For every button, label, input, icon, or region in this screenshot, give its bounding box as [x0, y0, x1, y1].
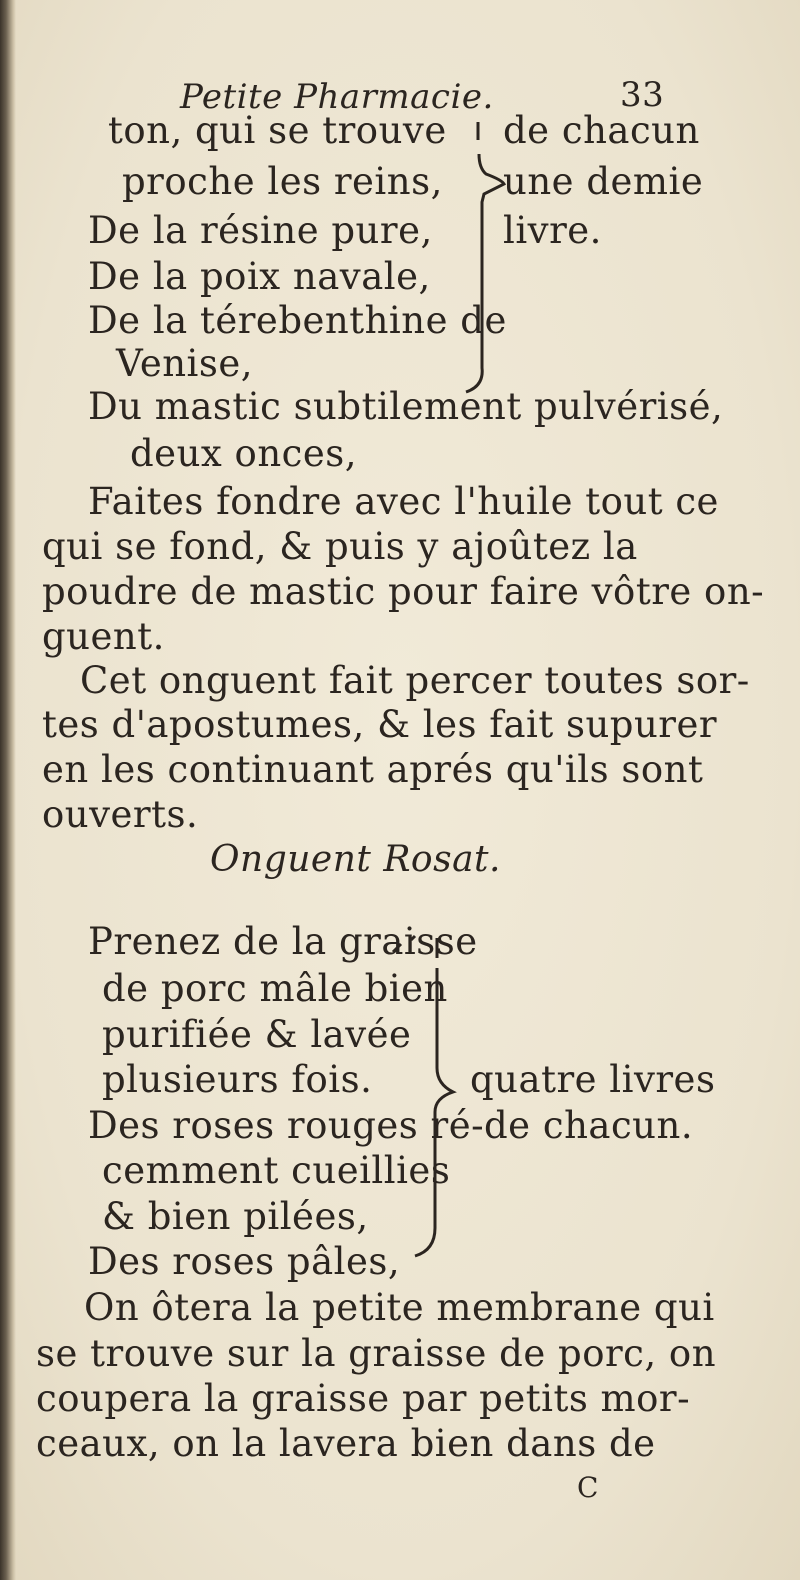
ingredient-line: De la térebenthine de — [88, 299, 507, 342]
quantity-line: une demie — [503, 160, 704, 203]
text-line: ouverts. — [42, 793, 199, 836]
text-line: ceaux, on la lavera bien dans de — [36, 1422, 656, 1465]
signature-mark: C — [577, 1471, 599, 1504]
ingredient-line: purifiée & lavée — [102, 1013, 412, 1056]
ingredient-line: Venise, — [116, 342, 254, 385]
ingredient-line: proche les reins, — [122, 160, 443, 203]
text-line: deux onces, — [130, 432, 358, 475]
ingredient-line: De la poix navale, — [88, 255, 431, 298]
text-line: qui se fond, & puis y ajoûtez la — [42, 525, 638, 568]
text-line: poudre de mastic pour faire vôtre on- — [42, 570, 765, 613]
text-line: guent. — [42, 615, 165, 658]
text-line: coupera la graisse par petits mor- — [36, 1377, 691, 1420]
quantity-line: quatre livres — [470, 1058, 716, 1101]
text-line: Du mastic subtilement pulvérisé, — [88, 385, 724, 428]
curly-brace-icon — [452, 110, 512, 400]
text-line: Faites fondre avec l'huile tout ce — [88, 480, 719, 523]
text-line: se trouve sur la graisse de porc, on — [36, 1332, 717, 1375]
text-line: en les continuant aprés qu'ils sont — [42, 748, 704, 791]
quantity-line: livre. — [503, 209, 602, 252]
ingredient-line: de porc mâle bien — [102, 967, 448, 1010]
ingredient-line: Des roses pâles, — [88, 1240, 401, 1283]
ingredient-line: & bien pilées, — [102, 1195, 369, 1238]
ingredient-line: Prenez de la graisse — [88, 920, 478, 963]
quantity-line: de chacun. — [484, 1104, 694, 1147]
ingredient-line: plusieurs fois. — [102, 1058, 373, 1101]
text-line: tes d'apostumes, & les fait supurer — [42, 703, 718, 746]
page-gutter-shadow — [0, 0, 16, 1580]
text-line: On ôtera la petite membrane qui — [84, 1286, 715, 1329]
ingredient-line: Des roses rouges ré- — [88, 1104, 485, 1147]
ingredient-line: cemment cueillies — [102, 1149, 451, 1192]
running-title: Petite Pharmacie. — [180, 77, 494, 117]
ingredient-line: ton, qui se trouve — [108, 109, 447, 152]
quantity-line: de chacun — [503, 109, 700, 152]
curly-brace-icon — [385, 918, 465, 1278]
ingredient-line: De la résine pure, — [88, 209, 433, 252]
section-title: Onguent Rosat. — [210, 839, 501, 880]
page-number: 33 — [620, 75, 665, 115]
text-line: Cet onguent fait percer toutes sor- — [80, 659, 750, 702]
